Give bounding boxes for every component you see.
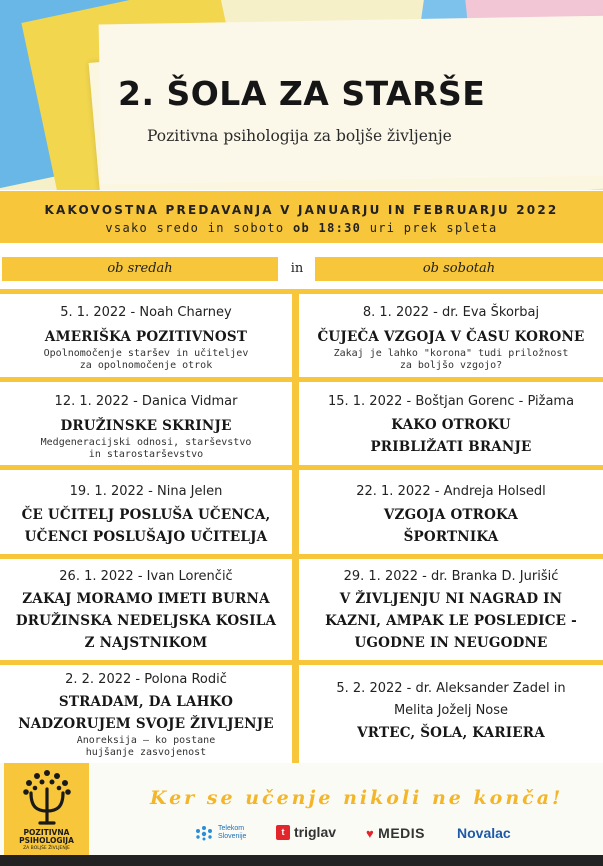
medis-heart-icon: ♥ [366, 826, 374, 841]
divider [0, 554, 603, 559]
lecture-description: in starostarševstvo [88, 449, 204, 460]
lecture-title: ČE UČITELJ POSLUŠA UČENCA, [21, 507, 271, 523]
lecture-date-speaker: 12. 1. 2022 - Danica Vidmar [54, 394, 238, 409]
lecture-date-speaker: 5. 1. 2022 - Noah Charney [60, 305, 232, 320]
band-days: vsako sredo in soboto [105, 221, 285, 235]
psi-tree-icon [21, 769, 73, 827]
telekom-label [218, 825, 246, 841]
lecture-card [299, 304, 603, 372]
lecture-title: DRUŽINSKA NEDELJSKA KOSILA [15, 613, 277, 629]
lecture-card [299, 483, 603, 548]
schedule-band [0, 191, 603, 243]
triglav-label: triglav [294, 824, 337, 840]
novalac-label: Novalac [457, 825, 511, 841]
lecture-date-speaker: 2. 2. 2022 - Polona Rodič [65, 672, 227, 687]
page-subtitle: Pozitivna psihologija za boljše življenje [147, 127, 452, 145]
saturday-header: ob sobotah [315, 257, 603, 281]
divider [0, 377, 603, 382]
lecture-date-speaker: 22. 1. 2022 - Andreja Holsedl [356, 484, 546, 499]
band-where: uri prek spleta [369, 221, 498, 235]
lecture-date-speaker: Melita Joželj Nose [393, 703, 509, 718]
wednesday-header: ob sredah [2, 257, 278, 281]
brand-name-line: PSIHOLOGIJA [19, 836, 74, 845]
lecture-date-speaker: 8. 1. 2022 - dr. Eva Škorbaj [362, 305, 540, 320]
lecture-title: V ŽIVLJENJU NI NAGRAD IN [339, 591, 563, 607]
lecture-card [299, 393, 603, 458]
divider [0, 465, 603, 470]
lecture-title: ČUJEČA VZGOJA V ČASU KORONE [317, 329, 585, 345]
lecture-description: za boljšo vzgojo? [399, 360, 503, 371]
lecture-card [299, 568, 603, 654]
lecture-card [0, 671, 292, 759]
lecture-description: Medgeneracijski odnosi, starševstvo [40, 437, 252, 448]
lecture-title: UGODNE IN NEUGODNE [354, 635, 548, 651]
lecture-date-speaker: 15. 1. 2022 - Boštjan Gorenc - Pižama [327, 394, 575, 409]
lecture-title: UČENCI POSLUŠAJO UČITELJA [24, 529, 268, 545]
triglav-logo-icon: t [276, 825, 290, 840]
lecture-title: KAZNI, AMPAK LE POSLEDICE - [325, 613, 577, 629]
telekom-logo-icon [194, 825, 214, 841]
lecture-title: Z NAJSTNIKOM [84, 635, 208, 651]
band-schedule [0, 221, 603, 235]
lecture-title: NADZORUJEM SVOJE ŽIVLJENJE [18, 716, 274, 732]
band-headline: KAKOVOSTNA PREDAVANJA V JANUARJU IN FEBRUARJU 2022 [44, 203, 559, 217]
sponsor-medis [366, 825, 425, 843]
lecture-date-speaker: 5. 2. 2022 - dr. Aleksander Zadel in [336, 681, 566, 696]
slogan: Ker se učenje nikoli ne konča! [150, 787, 564, 809]
lecture-description: Anoreksija – ko postane [76, 735, 216, 746]
lecture-title: VRTEC, ŠOLA, KARIERA [357, 725, 545, 741]
telekom-label-line: Slovenije [218, 833, 247, 840]
divider [292, 289, 299, 763]
lecture-title: KAKO OTROKU [391, 417, 511, 433]
lecture-title: STRADAM, DA LAHKO [58, 694, 234, 710]
lecture-title: ZAKAJ MORAMO IMETI BURNA [22, 591, 270, 607]
lecture-title: PRIBLIŽATI BRANJE [370, 439, 532, 455]
page-title: 2. ŠOLA ZA STARŠE [118, 74, 486, 113]
lecture-card [0, 304, 292, 372]
lecture-card [0, 483, 292, 548]
footer [0, 763, 603, 855]
lecture-date-speaker: 29. 1. 2022 - dr. Branka D. Jurišić [343, 569, 559, 584]
lecture-description: Zakaj je lahko "korona" tudi priložnost [333, 348, 569, 359]
lecture-date-speaker: 19. 1. 2022 - Nina Jelen [69, 484, 223, 499]
lecture-title: ŠPORTNIKA [403, 529, 499, 545]
lecture-card [299, 680, 603, 744]
day-connector: in [290, 261, 304, 276]
brand-logo [4, 763, 89, 855]
telekom-label-line: Telekom [218, 825, 245, 832]
lecture-card [0, 568, 292, 654]
brand-name-line: POZITIVNA [23, 828, 70, 837]
sponsor-novalac [457, 825, 511, 843]
brand-tagline: ZA BOLJŠE ŽIVLJENJE [23, 846, 70, 851]
lecture-date-speaker: 26. 1. 2022 - Ivan Lorenčič [59, 569, 233, 584]
lecture-description: hujšanje zasvojenost [85, 747, 207, 758]
lecture-title: VZGOJA OTROKA [383, 507, 519, 523]
header-banner [0, 0, 603, 190]
bottom-bar [0, 855, 603, 866]
lecture-description: za opolnomočenje otrok [79, 360, 213, 371]
lecture-grid [0, 289, 603, 763]
lecture-description: Opolnomočenje staršev in učiteljev [43, 348, 249, 359]
lecture-title: DRUŽINSKE SKRINJE [60, 418, 232, 434]
divider [0, 289, 603, 294]
divider [0, 660, 603, 665]
brand-name [4, 829, 89, 845]
band-time: ob 18:30 [292, 221, 362, 235]
lecture-card [0, 393, 292, 461]
lecture-title: AMERIŠKA POZITIVNOST [44, 329, 248, 345]
medis-label: MEDIS [378, 825, 426, 841]
